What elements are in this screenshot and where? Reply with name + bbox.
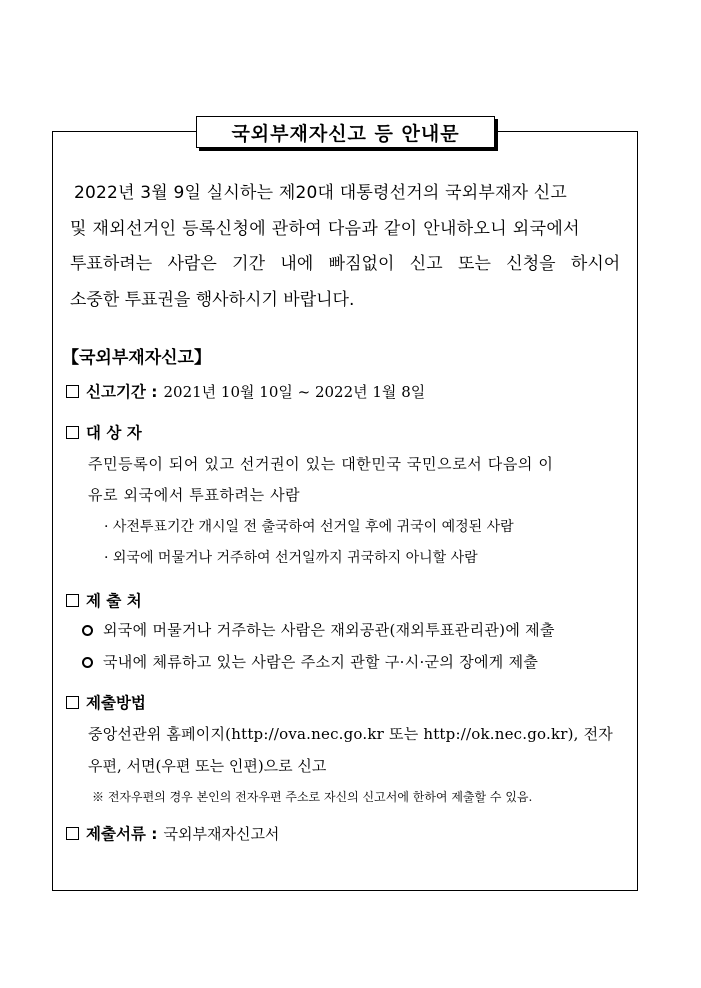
checkbox-icon xyxy=(66,594,79,607)
method-note: ※ 전자우편의 경우 본인의 전자우편 주소로 자신의 신고서에 한하여 제출할 수 있음. xyxy=(92,790,533,804)
target-bullet: · 외국에 머물거나 거주하여 선거일까지 귀국하지 아니할 사람 xyxy=(104,550,478,566)
submit-item xyxy=(82,619,555,640)
period-label: 신고기간 : xyxy=(86,383,158,401)
checkbox-icon xyxy=(66,696,79,709)
method-text-line: 우편, 서면(우편 또는 인편)으로 신고 xyxy=(88,757,327,775)
submit-item xyxy=(82,651,538,672)
submit-item-text: 국내에 체류하고 있는 사람은 주소지 관할 구·시·군의 장에게 제출 xyxy=(103,653,539,671)
intro-line: 및 재외선거인 등록신청에 관하여 다음과 같이 안내하오니 외국에서 xyxy=(70,218,580,239)
circle-bullet-icon xyxy=(82,657,93,668)
checkbox-icon xyxy=(66,385,79,398)
target-bullet: · 사전투표기간 개시일 전 출국하여 선거일 후에 귀국이 예정된 사람 xyxy=(104,519,514,535)
method-label: 제출방법 xyxy=(86,694,146,712)
section-title: 【국외부재자신고】 xyxy=(62,348,211,368)
period-heading xyxy=(66,380,425,402)
period-value: 2021년 10월 10일 ~ 2022년 1월 8일 xyxy=(163,382,426,401)
intro-paragraph xyxy=(70,176,628,318)
target-heading xyxy=(66,421,142,443)
target-text-line: 주민등록이 되어 있고 선거권이 있는 대한민국 국민으로서 다음의 이 xyxy=(88,455,554,473)
submit-item-text: 외국에 머물거나 거주하는 사람은 재외공관(재외투표관리관)에 제출 xyxy=(103,621,555,639)
checkbox-icon xyxy=(66,827,79,840)
documents-value: 국외부재자신고서 xyxy=(163,824,280,843)
method-heading xyxy=(66,691,146,713)
documents-heading xyxy=(66,822,279,844)
notice-title: 국외부재자신고 등 안내문 xyxy=(196,116,495,148)
checkbox-icon xyxy=(66,426,79,439)
circle-bullet-icon xyxy=(82,625,93,636)
submit-label: 제 출 처 xyxy=(86,592,142,610)
submit-heading xyxy=(66,589,142,611)
intro-line: 소중한 투표권을 행사하시기 바랍니다. xyxy=(70,289,355,310)
documents-label: 제출서류 : xyxy=(86,825,158,843)
intro-line: 투표하려는 사람은 기간 내에 빠짐없이 신고 또는 신청을 하시어 xyxy=(70,254,621,274)
intro-line: 2022년 3월 9일 실시하는 제20대 대통령선거의 국외부재자 신고 xyxy=(74,183,568,203)
target-label: 대 상 자 xyxy=(86,424,142,442)
target-text-line: 유로 외국에서 투표하려는 사람 xyxy=(88,486,301,504)
method-text-line: 중앙선관위 홈페이지(http://ova.nec.go.kr 또는 http://ok.nec.go.kr), 전자 xyxy=(88,725,613,743)
